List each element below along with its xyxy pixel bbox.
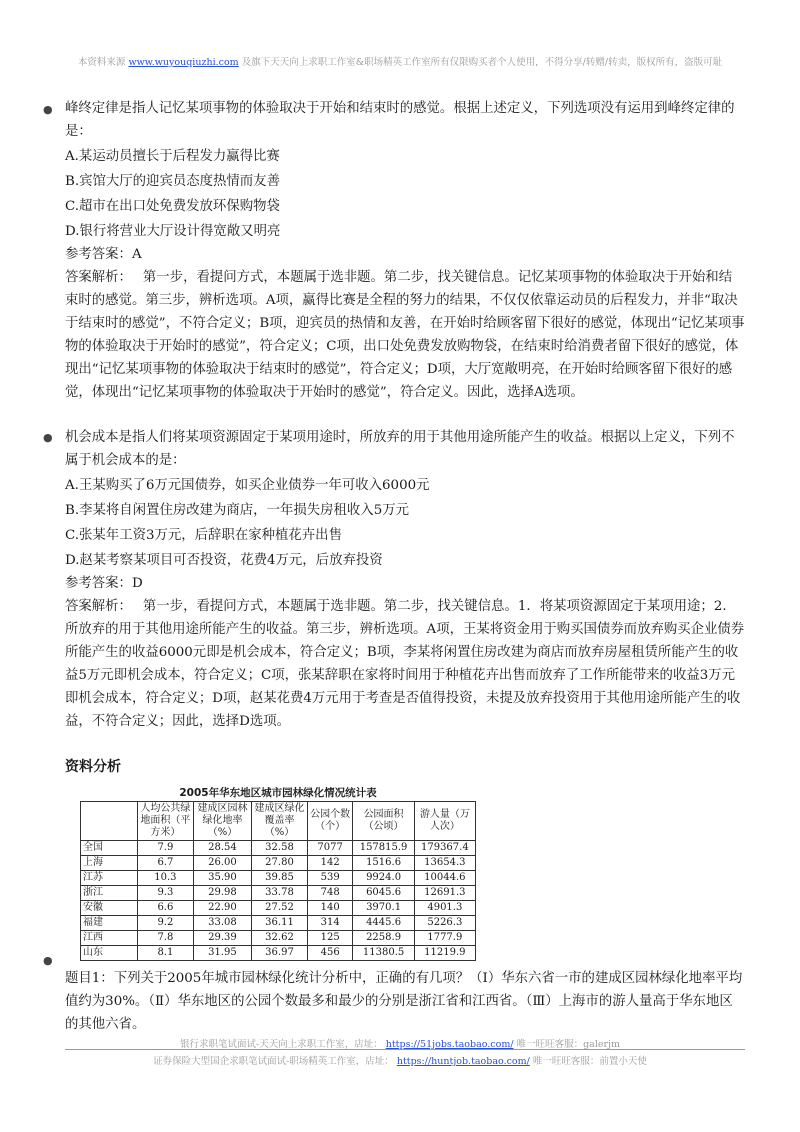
footer-link[interactable]: https://51jobs.taobao.com/ [385,1039,514,1050]
value-cell: 4445.6 [353,916,414,931]
answer: 参考答案：A [65,247,142,262]
value-cell: 29.39 [193,931,251,946]
value-cell: 26.00 [193,856,251,871]
value-cell: 13654.3 [414,856,475,871]
stats-table [80,801,476,961]
value-cell: 32.58 [252,841,308,856]
option-b: B.李某将自闲置住房改建为商店，一年损失房租收入5万元 [65,503,409,518]
region-cell: 全国 [81,841,138,856]
value-cell: 1516.6 [353,856,414,871]
bullet-icon: ● [43,103,53,116]
option-d: D.赵某考察某项目可否投资，花费4万元，后放弃投资 [65,553,383,568]
value-cell: 22.90 [193,901,251,916]
region-cell: 上海 [81,856,138,871]
header-link[interactable]: www.wuyouqiuzhi.com [128,57,239,68]
value-cell: 27.80 [252,856,308,871]
value-cell: 6.7 [138,856,194,871]
value-cell: 29.98 [193,886,251,901]
value-cell: 157815.9 [353,841,414,856]
option-a: A.某运动员擅长于后程发力赢得比赛 [65,149,280,164]
table-row [81,916,476,931]
answer: 参考答案：D [65,576,143,591]
value-cell: 11380.5 [353,946,414,961]
footer-tail: 唯一旺旺客服：前置小天使 [532,1056,647,1067]
stats-table-block [80,785,476,961]
analysis: 答案解析： 第一步，看提问方式，本题属于选非题。第二步，找关键信息。记忆某项事物的体验取决于开始和结束时的感觉。第三步，辨析选项。A项，赢得比赛是全程的努力的结果，不仅仅依靠运动员的后程发力，并非“取决于结束时的感觉”，不符合定义；B项，迎宾员的热情和友善，在开始时给顾客留下很好的感觉，体现出“记忆某项事物的体验取决于开始时的感觉”，符合定义；C项，出口处免费发放购物袋，在结束时给消费者留下很好的感觉，体现出“记忆某项事物的体验取决于结束时的感觉”，符合定义；D项，大厅宽敞明亮，在开始时给顾客留下很好的感觉，体现出“记忆某项事物的体验取决于开始时的感觉”，符合定义。因此，选择A选项。 [65,270,745,400]
value-cell: 36.97 [252,946,308,961]
table-header-cell: 公园个数（个） [307,802,353,841]
footer-text: 银行求职笔试面试-天天向上求职工作室，店址： [180,1039,383,1050]
value-cell: 7077 [307,841,353,856]
region-cell: 山东 [81,946,138,961]
option-c: C.张某年工资3万元，后辞职在家种植花卉出售 [65,528,342,543]
value-cell: 10.3 [138,871,194,886]
value-cell: 125 [307,931,353,946]
value-cell: 2258.9 [353,931,414,946]
value-cell: 4901.3 [414,901,475,916]
table-header-row [81,802,476,841]
option-a: A.王某购买了6万元国债券，如买企业债券一年可收入6000元 [65,478,430,493]
table-row [81,931,476,946]
value-cell: 35.90 [193,871,251,886]
value-cell: 7.8 [138,931,194,946]
value-cell: 32.62 [252,931,308,946]
value-cell: 1777.9 [414,931,475,946]
value-cell: 9.3 [138,886,194,901]
value-cell: 8.1 [138,946,194,961]
value-cell: 140 [307,901,353,916]
value-cell: 10044.6 [414,871,475,886]
table-header-cell: 建成区绿化覆盖率（%） [252,802,308,841]
region-cell: 江西 [81,931,138,946]
value-cell: 33.78 [252,886,308,901]
page-header [0,54,800,68]
question-2 [65,426,745,733]
table-row [81,841,476,856]
value-cell: 27.52 [252,901,308,916]
question-stem: 峰终定律是指人记忆某项事物的体验取决于开始和结束时的感觉。根据上述定义，下列选项没有运用到峰终定律的是： [65,101,735,139]
section-title: 资料分析 [65,759,121,775]
value-cell: 36.11 [252,916,308,931]
table-header-cell: 游人量（万人次） [414,802,475,841]
question-3 [65,967,745,1036]
header-prefix: 本资料来源 [77,57,126,68]
value-cell: 539 [307,871,353,886]
region-cell: 江苏 [81,871,138,886]
table-row [81,946,476,961]
bullet-icon: ● [43,431,53,444]
value-cell: 748 [307,886,353,901]
table-row [81,871,476,886]
value-cell: 314 [307,916,353,931]
option-c: C.超市在出口处免费发放环保购物袋 [65,199,280,214]
value-cell: 11219.9 [414,946,475,961]
value-cell: 28.54 [193,841,251,856]
question-1 [65,97,745,404]
region-cell: 安徽 [81,901,138,916]
value-cell: 33.08 [193,916,251,931]
table-header-cell: 公园面积（公顷） [353,802,414,841]
value-cell: 5226.3 [414,916,475,931]
value-cell: 31.95 [193,946,251,961]
question-stem: 题目1：下列关于2005年城市园林绿化统计分析中，正确的有几项？（Ⅰ）华东六省一市的建成区园林绿化地率平均值约为30%。（Ⅱ）华东地区的公园个数最多和最少的分别是浙江省和江西省。（Ⅲ）上海市的游人量高于华东地区的其他六省。 [65,971,743,1032]
option-d: D.银行将营业大厅设计得宽敞又明亮 [65,224,281,239]
value-cell: 9.2 [138,916,194,931]
header-suffix: 及旗下天天向上求职工作室&职场精英工作室所有仅限购买者个人使用，不得分享/转赠/转卖，版权所有，盗版可耻 [241,57,723,68]
table-header-cell [81,802,138,841]
value-cell: 12691.3 [414,886,475,901]
value-cell: 7.9 [138,841,194,856]
table-row [81,856,476,871]
value-cell: 6.6 [138,901,194,916]
table-title: 2005年华东地区城市园林绿化情况统计表 [179,787,377,799]
region-cell: 福建 [81,916,138,931]
value-cell: 142 [307,856,353,871]
footer-link[interactable]: https://huntjob.taobao.com/ [396,1056,530,1067]
value-cell: 179367.4 [414,841,475,856]
value-cell: 9924.0 [353,871,414,886]
question-stem: 机会成本是指人们将某项资源固定于某项用途时，所放弃的用于其他用途所能产生的收益。根据以上定义，下列不属于机会成本的是： [65,430,735,468]
table-row [81,886,476,901]
value-cell: 6045.6 [353,886,414,901]
footer-text: 证券保险大型国企求职笔试面试-职场精英工作室，店址： [153,1056,394,1067]
footer-line-2 [0,1053,800,1067]
value-cell: 456 [307,946,353,961]
footer-tail: 唯一旺旺客服：galerjm [516,1039,620,1050]
bullet-icon: ● [43,954,53,967]
analysis: 答案解析： 第一步，看提问方式，本题属于选非题。第二步，找关键信息。1．将某项资源固定于某项用途；2．所放弃的用于其他用途所能产生的收益。第三步，辨析选项。A项，王某将资金用于购买国债券而放弃购买企业债券所能产生的收益6000元即是机会成本，符合定义；B项，李某将闲置住房改建为商店而放弃房屋租赁所能产生的收益5万元即机会成本，符合定义；C项，张某辞职在家将时间用于种植花卉出售而放弃了工作所能带来的收益3万元即机会成本，符合定义；D项，赵某花费4万元用于考查是否值得投资，未提及放弃投资用于其他用途所能产生的收益，不符合定义；因此，选择D选项。 [65,599,745,729]
option-b: B.宾馆大厅的迎宾员态度热情而友善 [65,174,280,189]
table-header-cell: 建成区园林绿化地率（%） [193,802,251,841]
footer-line-1 [0,1036,800,1050]
value-cell: 39.85 [252,871,308,886]
table-row [81,901,476,916]
table-header-cell: 人均公共绿地面积（平方米） [138,802,194,841]
value-cell: 3970.1 [353,901,414,916]
region-cell: 浙江 [81,886,138,901]
